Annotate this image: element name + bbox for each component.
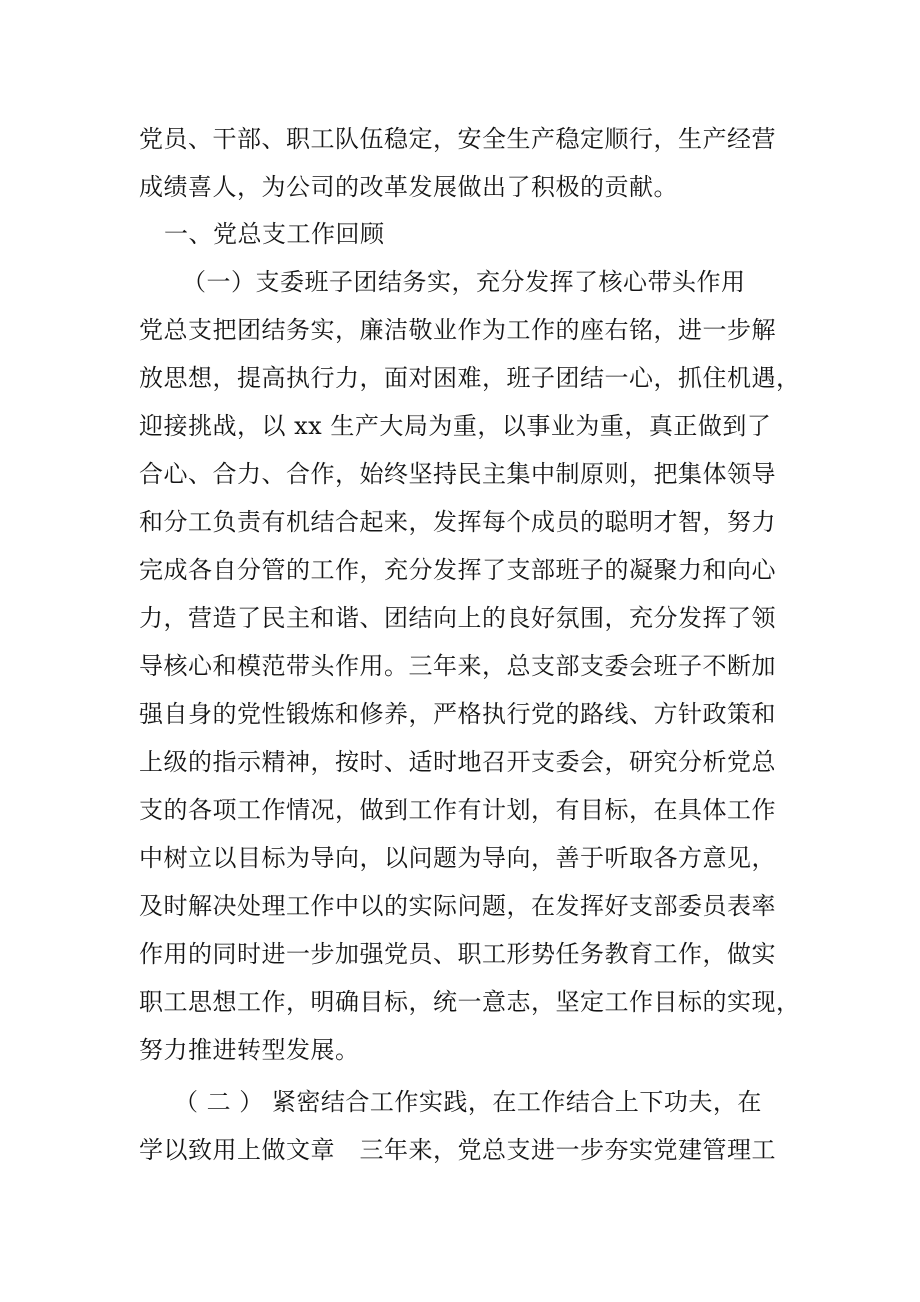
subsection-heading: （一）支委班子团结务实，充分发挥了核心带头作用 xyxy=(182,268,746,296)
text-line: 努力推进转型发展。 xyxy=(139,1036,360,1064)
text-line: 力，营造了民主和谐、团结向上的良好氛围，充分发挥了领 xyxy=(139,604,776,632)
text-line: 支的各项工作情况，做到工作有计划，有目标，在具体工作 xyxy=(139,796,776,824)
text-line: 放思想，提高执行力，面对困难，班子团结一心，抓住机遇， xyxy=(139,364,801,392)
text-line: 迎接挑战，以 xx 生产大局为重，以事业为重，真正做到了 xyxy=(139,412,772,440)
text-line: 党员、干部、职工队伍稳定，安全生产稳定顺行，生产经营 xyxy=(139,125,776,153)
text-line: 职工思想工作，明确目标，统一意志，坚定工作目标的实现， xyxy=(139,988,801,1016)
section-heading: 一、党总支工作回顾 xyxy=(164,220,385,248)
text-line: 上级的指示精神，按时、适时地召开支委会，研究分析党总 xyxy=(139,748,776,776)
text-line: 党总支把团结务实，廉洁敬业作为工作的座右铭，进一步解 xyxy=(139,316,776,344)
text-line: 及时解决处理工作中以的实际问题，在发挥好支部委员表率 xyxy=(139,892,776,920)
text-line: 作用的同时进一步加强党员、职工形势任务教育工作，做实 xyxy=(139,940,776,968)
subsection-heading: （ 二 ） 紧密结合工作实践，在工作结合上下功夫，在 xyxy=(174,1088,762,1116)
text-line: 导核心和模范带头作用。三年来，总支部支委会班子不断加 xyxy=(139,652,776,680)
text-line: 合心、合力、合作，始终坚持民主集中制原则，把集体领导 xyxy=(139,460,776,488)
text-line: 和分工负责有机结合起来，发挥每个成员的聪明才智，努力 xyxy=(139,508,776,536)
text-line: 成绩喜人，为公司的改革发展做出了积极的贡献。 xyxy=(139,173,678,201)
text-line: 中树立以目标为导向，以问题为导向，善于听取各方意见， xyxy=(139,844,776,872)
text-line: 强自身的党性锻炼和修养，严格执行党的路线、方针政策和 xyxy=(139,700,776,728)
text-line: 学以致用上做文章 三年来，党总支进一步夯实党建管理工 xyxy=(139,1136,776,1164)
text-line: 完成各自分管的工作，充分发挥了支部班子的凝聚力和向心 xyxy=(139,556,776,584)
